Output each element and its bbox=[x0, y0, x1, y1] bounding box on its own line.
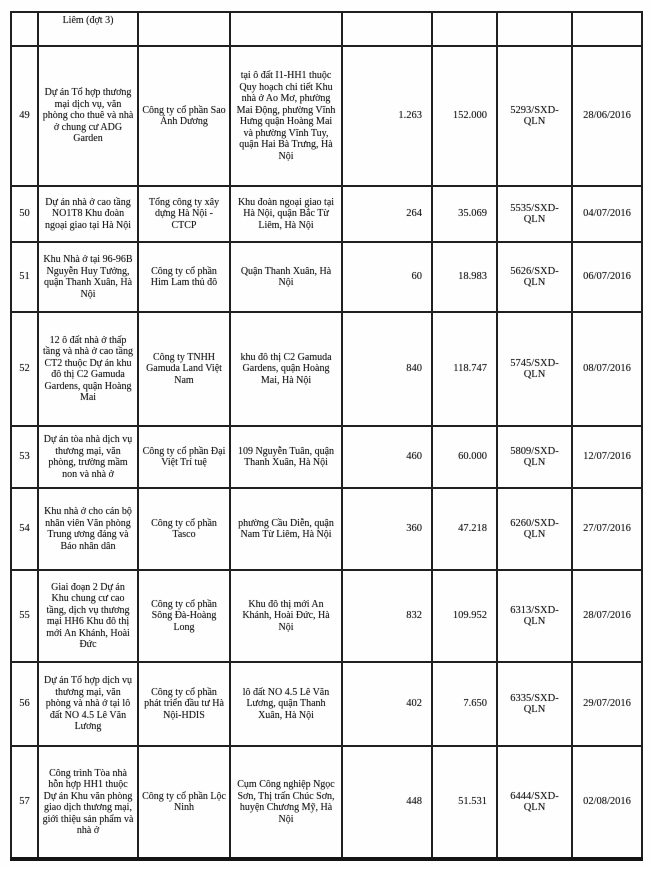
cell-floor-area: 60.000 bbox=[432, 426, 497, 488]
cell-unit-count: 448 bbox=[342, 746, 432, 859]
cell-decision-date: 06/07/2016 bbox=[572, 242, 642, 312]
cell-decision-date: 28/07/2016 bbox=[572, 570, 642, 662]
table-row bbox=[11, 662, 642, 746]
cell-address: phường Cầu Diễn, quận Nam Từ Liêm, Hà Nội bbox=[230, 488, 342, 570]
cell-project-name: Khu nhà ở cho cán bộ nhân viên Văn phòng Trung ương đảng và Báo nhân dân bbox=[38, 488, 138, 570]
cell-project-name: Dự án Tổ hợp thương mại dịch vụ, văn phòng cho thuê và nhà ở chung cư ADG Garden bbox=[38, 46, 138, 186]
registry-table-body bbox=[11, 12, 642, 859]
housing-project-registry-table bbox=[10, 11, 643, 861]
cell-address bbox=[230, 12, 342, 46]
cell-company-name: Công ty cổ phần phát triển đầu tư Hà Nội-HDIS bbox=[138, 662, 230, 746]
cell-floor-area: 152.000 bbox=[432, 46, 497, 186]
table-row bbox=[11, 312, 642, 426]
cell-project-name: Giai đoạn 2 Dự án Khu chung cư cao tầng, dịch vụ thương mại HH6 Khu đô thị mới An Khánh, Hoài Đức bbox=[38, 570, 138, 662]
cell-address: Khu đô thị mới An Khánh, Hoài Đức, Hà Nội bbox=[230, 570, 342, 662]
cell-company-name: Công ty TNHH Gamuda Land Việt Nam bbox=[138, 312, 230, 426]
cell-stt bbox=[11, 12, 38, 46]
table-row bbox=[11, 426, 642, 488]
cell-unit-count: 832 bbox=[342, 570, 432, 662]
cell-stt: 56 bbox=[11, 662, 38, 746]
cell-decision-date: 04/07/2016 bbox=[572, 186, 642, 242]
cell-address: 109 Nguyễn Tuân, quận Thanh Xuân, Hà Nội bbox=[230, 426, 342, 488]
cell-decision-date: 02/08/2016 bbox=[572, 746, 642, 859]
cell-company-name: Tổng công ty xây dựng Hà Nội - CTCP bbox=[138, 186, 230, 242]
cell-floor-area: 47.218 bbox=[432, 488, 497, 570]
cell-unit-count: 264 bbox=[342, 186, 432, 242]
cell-stt: 51 bbox=[11, 242, 38, 312]
table-row bbox=[11, 746, 642, 859]
cell-decision-number: 5809/SXD-QLN bbox=[497, 426, 572, 488]
cell-project-name: Công trình Tòa nhà hỗn hợp HH1 thuộc Dự án Khu văn phòng giao dịch thương mại, giới thiệu sản phẩm và nhà ở bbox=[38, 746, 138, 859]
cell-company-name: Công ty cổ phần Lộc Ninh bbox=[138, 746, 230, 859]
cell-unit-count: 402 bbox=[342, 662, 432, 746]
cell-address: Khu đoàn ngoại giao tại Hà Nội, quận Bắc Từ Liêm, Hà Nội bbox=[230, 186, 342, 242]
cell-project-name: Dự án Tổ hợp dịch vụ thương mại, văn phòng và nhà ở tại lô đất NO 4.5 Lê Văn Lương bbox=[38, 662, 138, 746]
table-row bbox=[11, 488, 642, 570]
table-row bbox=[11, 46, 642, 186]
cell-address: Cụm Công nghiệp Ngọc Sơn, Thị trấn Chúc Sơn, huyện Chương Mỹ, Hà Nội bbox=[230, 746, 342, 859]
cell-company-name bbox=[138, 12, 230, 46]
cell-decision-number: 6260/SXD-QLN bbox=[497, 488, 572, 570]
cell-address: lô đất NO 4.5 Lê Văn Lương, quận Thanh Xuân, Hà Nội bbox=[230, 662, 342, 746]
cell-project-name: Liêm (đợt 3) bbox=[38, 12, 138, 46]
cell-address: tại ô đất I1-HH1 thuộc Quy hoạch chi tiết Khu nhà ở Ao Mơ, phường Mai Động, phường Vĩnh Hưng quận Hoàng Mai và phường Vĩnh Tuy, quận Hai Bà Trưng, Hà Nội bbox=[230, 46, 342, 186]
cell-decision-date: 29/07/2016 bbox=[572, 662, 642, 746]
cell-project-name: Khu Nhà ở tại 96-96B Nguyễn Huy Tưởng, quận Thanh Xuân, Hà Nội bbox=[38, 242, 138, 312]
cell-company-name: Công ty cổ phần Tasco bbox=[138, 488, 230, 570]
carryover-row bbox=[11, 12, 642, 46]
cell-decision-date bbox=[572, 12, 642, 46]
cell-floor-area: 109.952 bbox=[432, 570, 497, 662]
cell-decision-number: 5626/SXD-QLN bbox=[497, 242, 572, 312]
cell-decision-number bbox=[497, 12, 572, 46]
cell-decision-number: 6313/SXD-QLN bbox=[497, 570, 572, 662]
cell-floor-area: 118.747 bbox=[432, 312, 497, 426]
table-row bbox=[11, 570, 642, 662]
cell-project-name: Dự án tòa nhà dịch vụ thương mại, văn phòng, trường mầm non và nhà ở bbox=[38, 426, 138, 488]
cell-decision-number: 6335/SXD-QLN bbox=[497, 662, 572, 746]
cell-stt: 55 bbox=[11, 570, 38, 662]
cell-decision-number: 6444/SXD-QLN bbox=[497, 746, 572, 859]
cell-floor-area: 35.069 bbox=[432, 186, 497, 242]
cell-floor-area: 51.531 bbox=[432, 746, 497, 859]
cell-company-name: Công ty cổ phần Đại Việt Trí tuệ bbox=[138, 426, 230, 488]
cell-stt: 57 bbox=[11, 746, 38, 859]
cell-unit-count bbox=[342, 12, 432, 46]
cell-unit-count: 1.263 bbox=[342, 46, 432, 186]
cell-address: khu đô thị C2 Gamuda Gardens, quận Hoàng Mai, Hà Nội bbox=[230, 312, 342, 426]
cell-project-name: Dự án nhà ở cao tầng NO1T8 Khu đoàn ngoại giao tại Hà Nội bbox=[38, 186, 138, 242]
cell-decision-number: 5293/SXD-QLN bbox=[497, 46, 572, 186]
cell-project-name: 12 ô đất nhà ở thấp tầng và nhà ở cao tầng CT2 thuộc Dự án khu đô thị C2 Gamuda Gardens, quận Hoàng Mai bbox=[38, 312, 138, 426]
cell-decision-date: 12/07/2016 bbox=[572, 426, 642, 488]
cell-decision-number: 5535/SXD-QLN bbox=[497, 186, 572, 242]
cell-unit-count: 60 bbox=[342, 242, 432, 312]
cell-floor-area: 18.983 bbox=[432, 242, 497, 312]
cell-decision-date: 28/06/2016 bbox=[572, 46, 642, 186]
cell-floor-area bbox=[432, 12, 497, 46]
cell-company-name: Công ty cổ phần Sao Ánh Dương bbox=[138, 46, 230, 186]
cell-stt: 54 bbox=[11, 488, 38, 570]
cell-unit-count: 360 bbox=[342, 488, 432, 570]
cell-decision-number: 5745/SXD-QLN bbox=[497, 312, 572, 426]
cell-stt: 49 bbox=[11, 46, 38, 186]
cell-unit-count: 460 bbox=[342, 426, 432, 488]
table-row bbox=[11, 186, 642, 242]
cell-floor-area: 7.650 bbox=[432, 662, 497, 746]
table-row bbox=[11, 242, 642, 312]
cell-address: Quận Thanh Xuân, Hà Nội bbox=[230, 242, 342, 312]
cell-stt: 52 bbox=[11, 312, 38, 426]
cell-unit-count: 840 bbox=[342, 312, 432, 426]
cell-stt: 50 bbox=[11, 186, 38, 242]
cell-stt: 53 bbox=[11, 426, 38, 488]
cell-company-name: Công ty cổ phần Sông Đà-Hoàng Long bbox=[138, 570, 230, 662]
cell-company-name: Công ty cổ phần Him Lam thủ đô bbox=[138, 242, 230, 312]
cell-decision-date: 27/07/2016 bbox=[572, 488, 642, 570]
cell-decision-date: 08/07/2016 bbox=[572, 312, 642, 426]
